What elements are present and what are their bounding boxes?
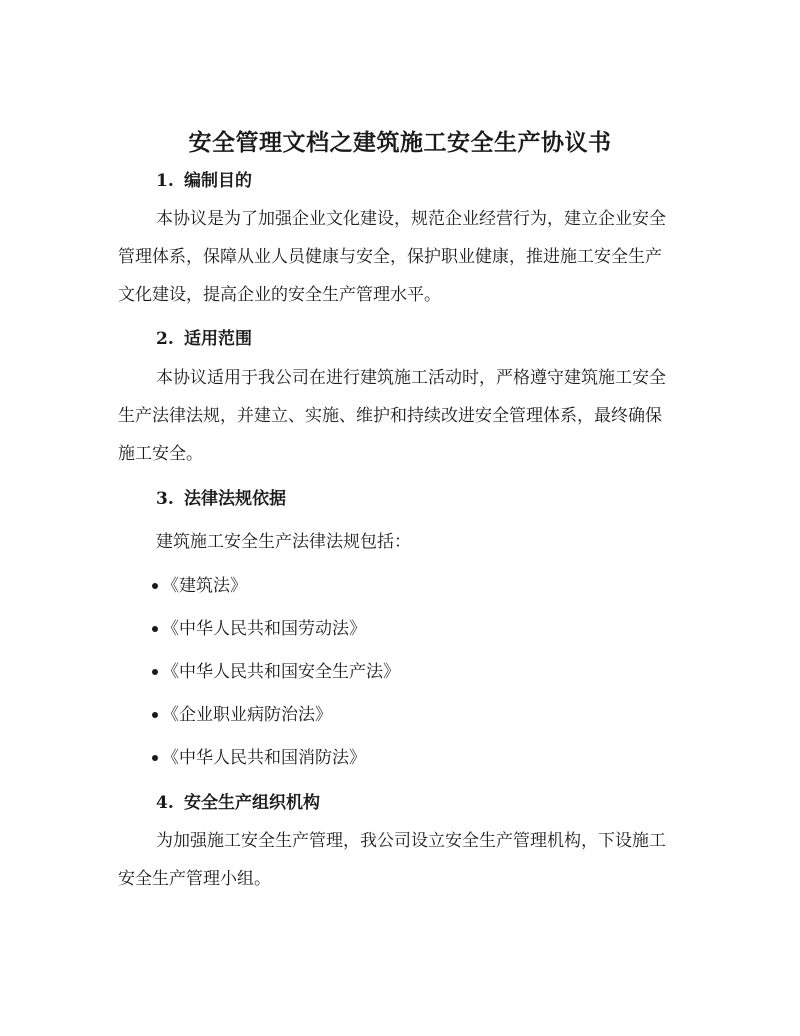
list-item: 《中华人民共和国安全生产法》 [152, 657, 400, 682]
laws-intro: 建筑施工安全生产法律法规包括： [156, 532, 411, 552]
section-heading-4 [156, 788, 320, 813]
bullet-icon [152, 755, 158, 761]
bullet-icon [152, 583, 158, 589]
section-title: 法律法规依据 [184, 489, 286, 509]
section-title: 安全生产组织机构 [184, 793, 320, 813]
list-item: 《建筑法》 [152, 571, 247, 596]
section-title: 适用范围 [184, 329, 252, 349]
list-item: 《中华人民共和国劳动法》 [152, 614, 366, 639]
section-paragraph-1: 本协议是为了加强企业文化建设，规范企业经营行为，建立企业安全管理体系，保障从业人员健康与安全，保护职业健康，推进施工安全生产文化建设，提高企业的安全生产管理水平。 [118, 209, 666, 305]
bullet-icon [152, 626, 158, 632]
section-number: 1. [156, 171, 174, 191]
section-number: 3. [156, 489, 174, 509]
section-heading-3 [156, 484, 286, 509]
section-number: 2. [156, 329, 174, 349]
section-number: 4. [156, 793, 174, 813]
section-heading-1 [156, 166, 252, 191]
section-paragraph-2: 本协议适用于我公司在进行建筑施工活动时，严格遵守建筑施工安全生产法律法规，并建立、实施、维护和持续改进安全管理体系，最终确保施工安全。 [118, 368, 666, 464]
section-title: 编制目的 [184, 171, 252, 191]
list-item: 《企业职业病防治法》 [152, 700, 332, 725]
list-item: 《中华人民共和国消防法》 [152, 743, 366, 768]
document-title: 安全管理文档之建筑施工安全生产协议书 [188, 129, 612, 156]
section-heading-2 [156, 324, 252, 349]
bullet-icon [152, 712, 158, 718]
section-paragraph-4: 为加强施工安全生产管理，我公司设立安全生产管理机构，下设施工安全生产管理小组。 [118, 831, 666, 889]
bullet-icon [152, 669, 158, 675]
